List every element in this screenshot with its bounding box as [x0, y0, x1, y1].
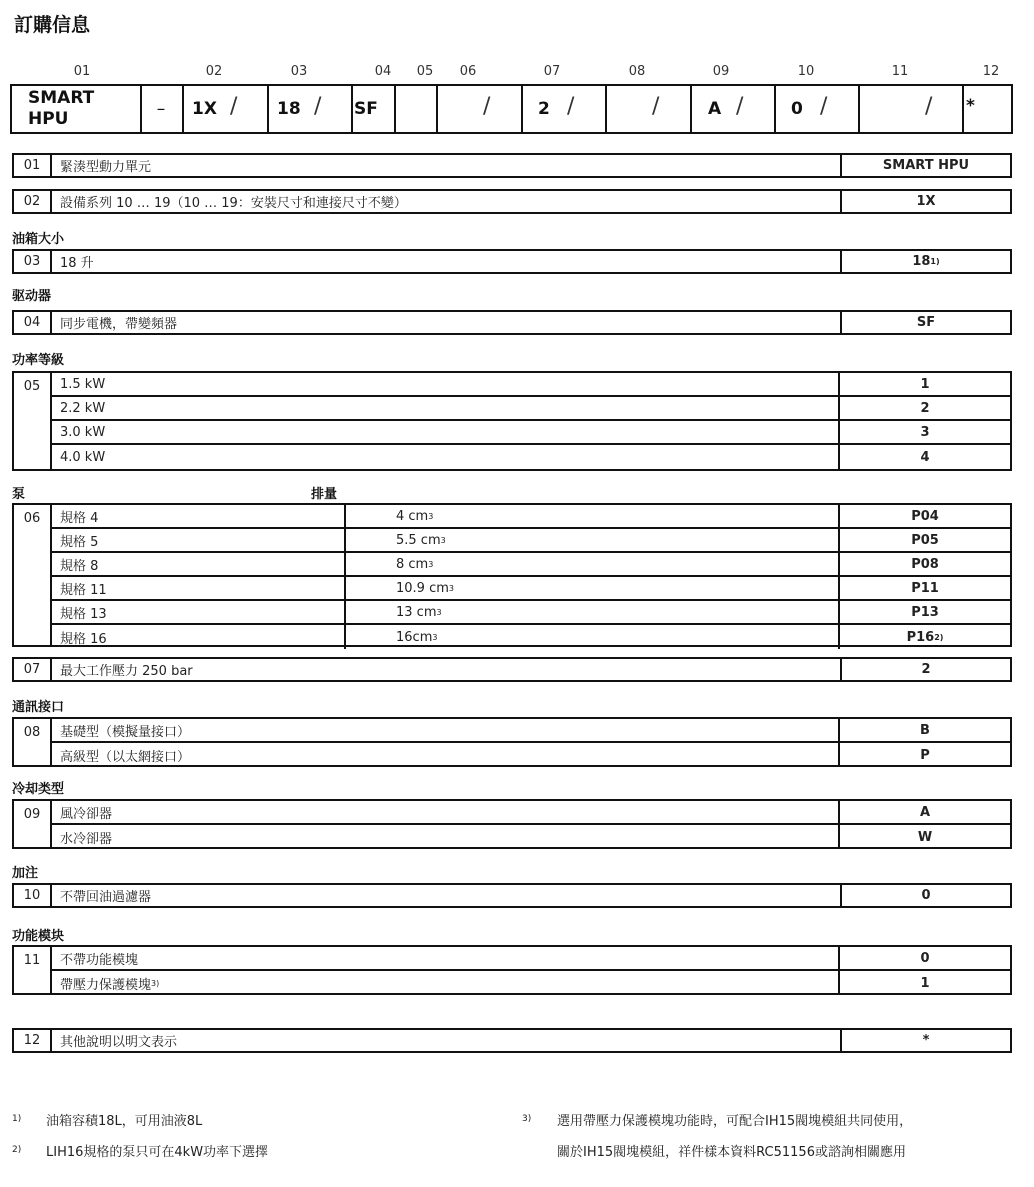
- row-description: 緊湊型動力單元: [60, 160, 152, 175]
- pump-group: [12, 503, 1012, 647]
- section-heading: 泵: [12, 487, 26, 502]
- slash: /: [652, 94, 660, 119]
- col-number: 02: [205, 64, 223, 79]
- footnote-number: 1): [12, 1114, 22, 1124]
- code-07: 2: [538, 99, 550, 119]
- list-item: 高級型（以太網接口） P: [52, 743, 1010, 767]
- row-number: 04: [14, 312, 52, 333]
- section-heading: 排量: [311, 487, 338, 502]
- row-02: [12, 189, 1012, 214]
- section-heading: 通訊接口: [12, 700, 65, 715]
- row-10: [12, 883, 1012, 908]
- row-number: 12: [14, 1030, 52, 1051]
- footnote-number: 3): [522, 1114, 532, 1124]
- footnote-text: 油箱容積18L，可用油液8L: [46, 1114, 203, 1129]
- row-number: 07: [14, 659, 52, 680]
- row-description: 18 升: [60, 256, 94, 271]
- code-dash: –: [156, 99, 166, 119]
- slash: /: [230, 94, 238, 119]
- col-number: 08: [628, 64, 646, 79]
- slash: /: [736, 94, 744, 119]
- row-03: [12, 249, 1012, 274]
- footnote-number: 2): [12, 1145, 22, 1155]
- row-number: 05: [14, 373, 52, 469]
- slash: /: [925, 94, 933, 119]
- row-number: 09: [14, 801, 52, 847]
- row-number: 08: [14, 719, 52, 765]
- list-item: 規格 16 16cm 3 P16 2): [52, 625, 1010, 649]
- slash: /: [820, 94, 828, 119]
- row-code: 18 1): [840, 251, 1010, 272]
- row-code: SF: [840, 312, 1010, 333]
- col-number: 10: [797, 64, 815, 79]
- code-01: SMART HPU: [28, 88, 95, 129]
- row-code: 1X: [840, 191, 1010, 212]
- row-04: [12, 310, 1012, 335]
- row-code: 0: [840, 885, 1010, 906]
- list-item: 不帶功能模塊 0: [52, 947, 1010, 971]
- row-12: [12, 1028, 1012, 1053]
- list-item: 風冷卻器 A: [52, 801, 1010, 825]
- section-heading: 加注: [12, 866, 39, 881]
- col-number: 01: [73, 64, 91, 79]
- list-item: 3.0 kW 3: [52, 421, 1010, 445]
- code-10: 0: [791, 99, 803, 119]
- col-number: 06: [459, 64, 477, 79]
- row-description: 不帶回油過濾器: [60, 890, 152, 905]
- footnote-text: 選用帶壓力保護模塊功能時，可配合IH15閥塊模組共同使用，: [557, 1114, 913, 1129]
- section-heading: 油箱大小: [12, 232, 65, 247]
- list-item: 規格 4 4 cm 3 P04: [52, 505, 1010, 529]
- list-item: 規格 8 8 cm 3 P08: [52, 553, 1010, 577]
- row-number: 11: [14, 947, 52, 993]
- row-description: 設備系列 10 … 19（10 … 19：安裝尺寸和連接尺寸不變）: [60, 196, 407, 211]
- code-12: *: [966, 96, 975, 116]
- list-item: 規格 13 13 cm 3 P13: [52, 601, 1010, 625]
- code-04: SF: [354, 99, 378, 119]
- page-title: 訂購信息: [14, 14, 91, 36]
- col-number: 12: [982, 64, 1000, 79]
- footnote-text: 關於IH15閥塊模組，祥件樣本資料RC51156或諮詢相關應用: [557, 1145, 906, 1160]
- col-number: 07: [543, 64, 561, 79]
- row-number: 06: [14, 505, 52, 645]
- order-code-bar: [10, 84, 1013, 134]
- footnote-text: LIH16規格的泵只可在4kW功率下選擇: [46, 1145, 269, 1160]
- list-item: 2.2 kW 2: [52, 397, 1010, 421]
- slash: /: [567, 94, 575, 119]
- list-item: 帶壓力保護模塊 3) 1: [52, 971, 1010, 995]
- row-number: 10: [14, 885, 52, 906]
- section-heading: 功率等級: [12, 353, 65, 368]
- col-number: 03: [290, 64, 308, 79]
- list-item: 水冷卻器 W: [52, 825, 1010, 849]
- section-heading: 冷却类型: [12, 782, 65, 797]
- row-01: [12, 153, 1012, 178]
- col-number: 09: [712, 64, 730, 79]
- row-number: 02: [14, 191, 52, 212]
- col-number: 11: [891, 64, 909, 79]
- row-description: 同步電機，帶變頻器: [60, 317, 178, 332]
- section-heading: 功能模块: [12, 929, 65, 944]
- cooling-group: [12, 799, 1012, 849]
- list-item: 基礎型（模擬量接口） B: [52, 719, 1010, 743]
- section-heading: 驱动器: [12, 289, 52, 304]
- power-group: [12, 371, 1012, 471]
- row-description: 最大工作壓力 250 bar: [60, 664, 193, 679]
- row-number: 03: [14, 251, 52, 272]
- row-07: [12, 657, 1012, 682]
- list-item: 1.5 kW 1: [52, 373, 1010, 397]
- row-number: 01: [14, 155, 52, 176]
- row-description: 其他說明以明文表示: [60, 1035, 178, 1050]
- code-09: A: [708, 99, 722, 119]
- row-code: *: [840, 1030, 1010, 1051]
- comm-group: [12, 717, 1012, 767]
- code-03: 18: [277, 99, 301, 119]
- slash: /: [483, 94, 491, 119]
- func-group: [12, 945, 1012, 995]
- row-code: 2: [840, 659, 1010, 680]
- list-item: 規格 11 10.9 cm 3 P11: [52, 577, 1010, 601]
- row-code: SMART HPU: [840, 155, 1010, 176]
- col-number: 05: [416, 64, 434, 79]
- col-number: 04: [374, 64, 392, 79]
- list-item: 4.0 kW 4: [52, 445, 1010, 469]
- list-item: 規格 5 5.5 cm 3 P05: [52, 529, 1010, 553]
- code-02: 1X: [192, 99, 217, 119]
- slash: /: [314, 94, 322, 119]
